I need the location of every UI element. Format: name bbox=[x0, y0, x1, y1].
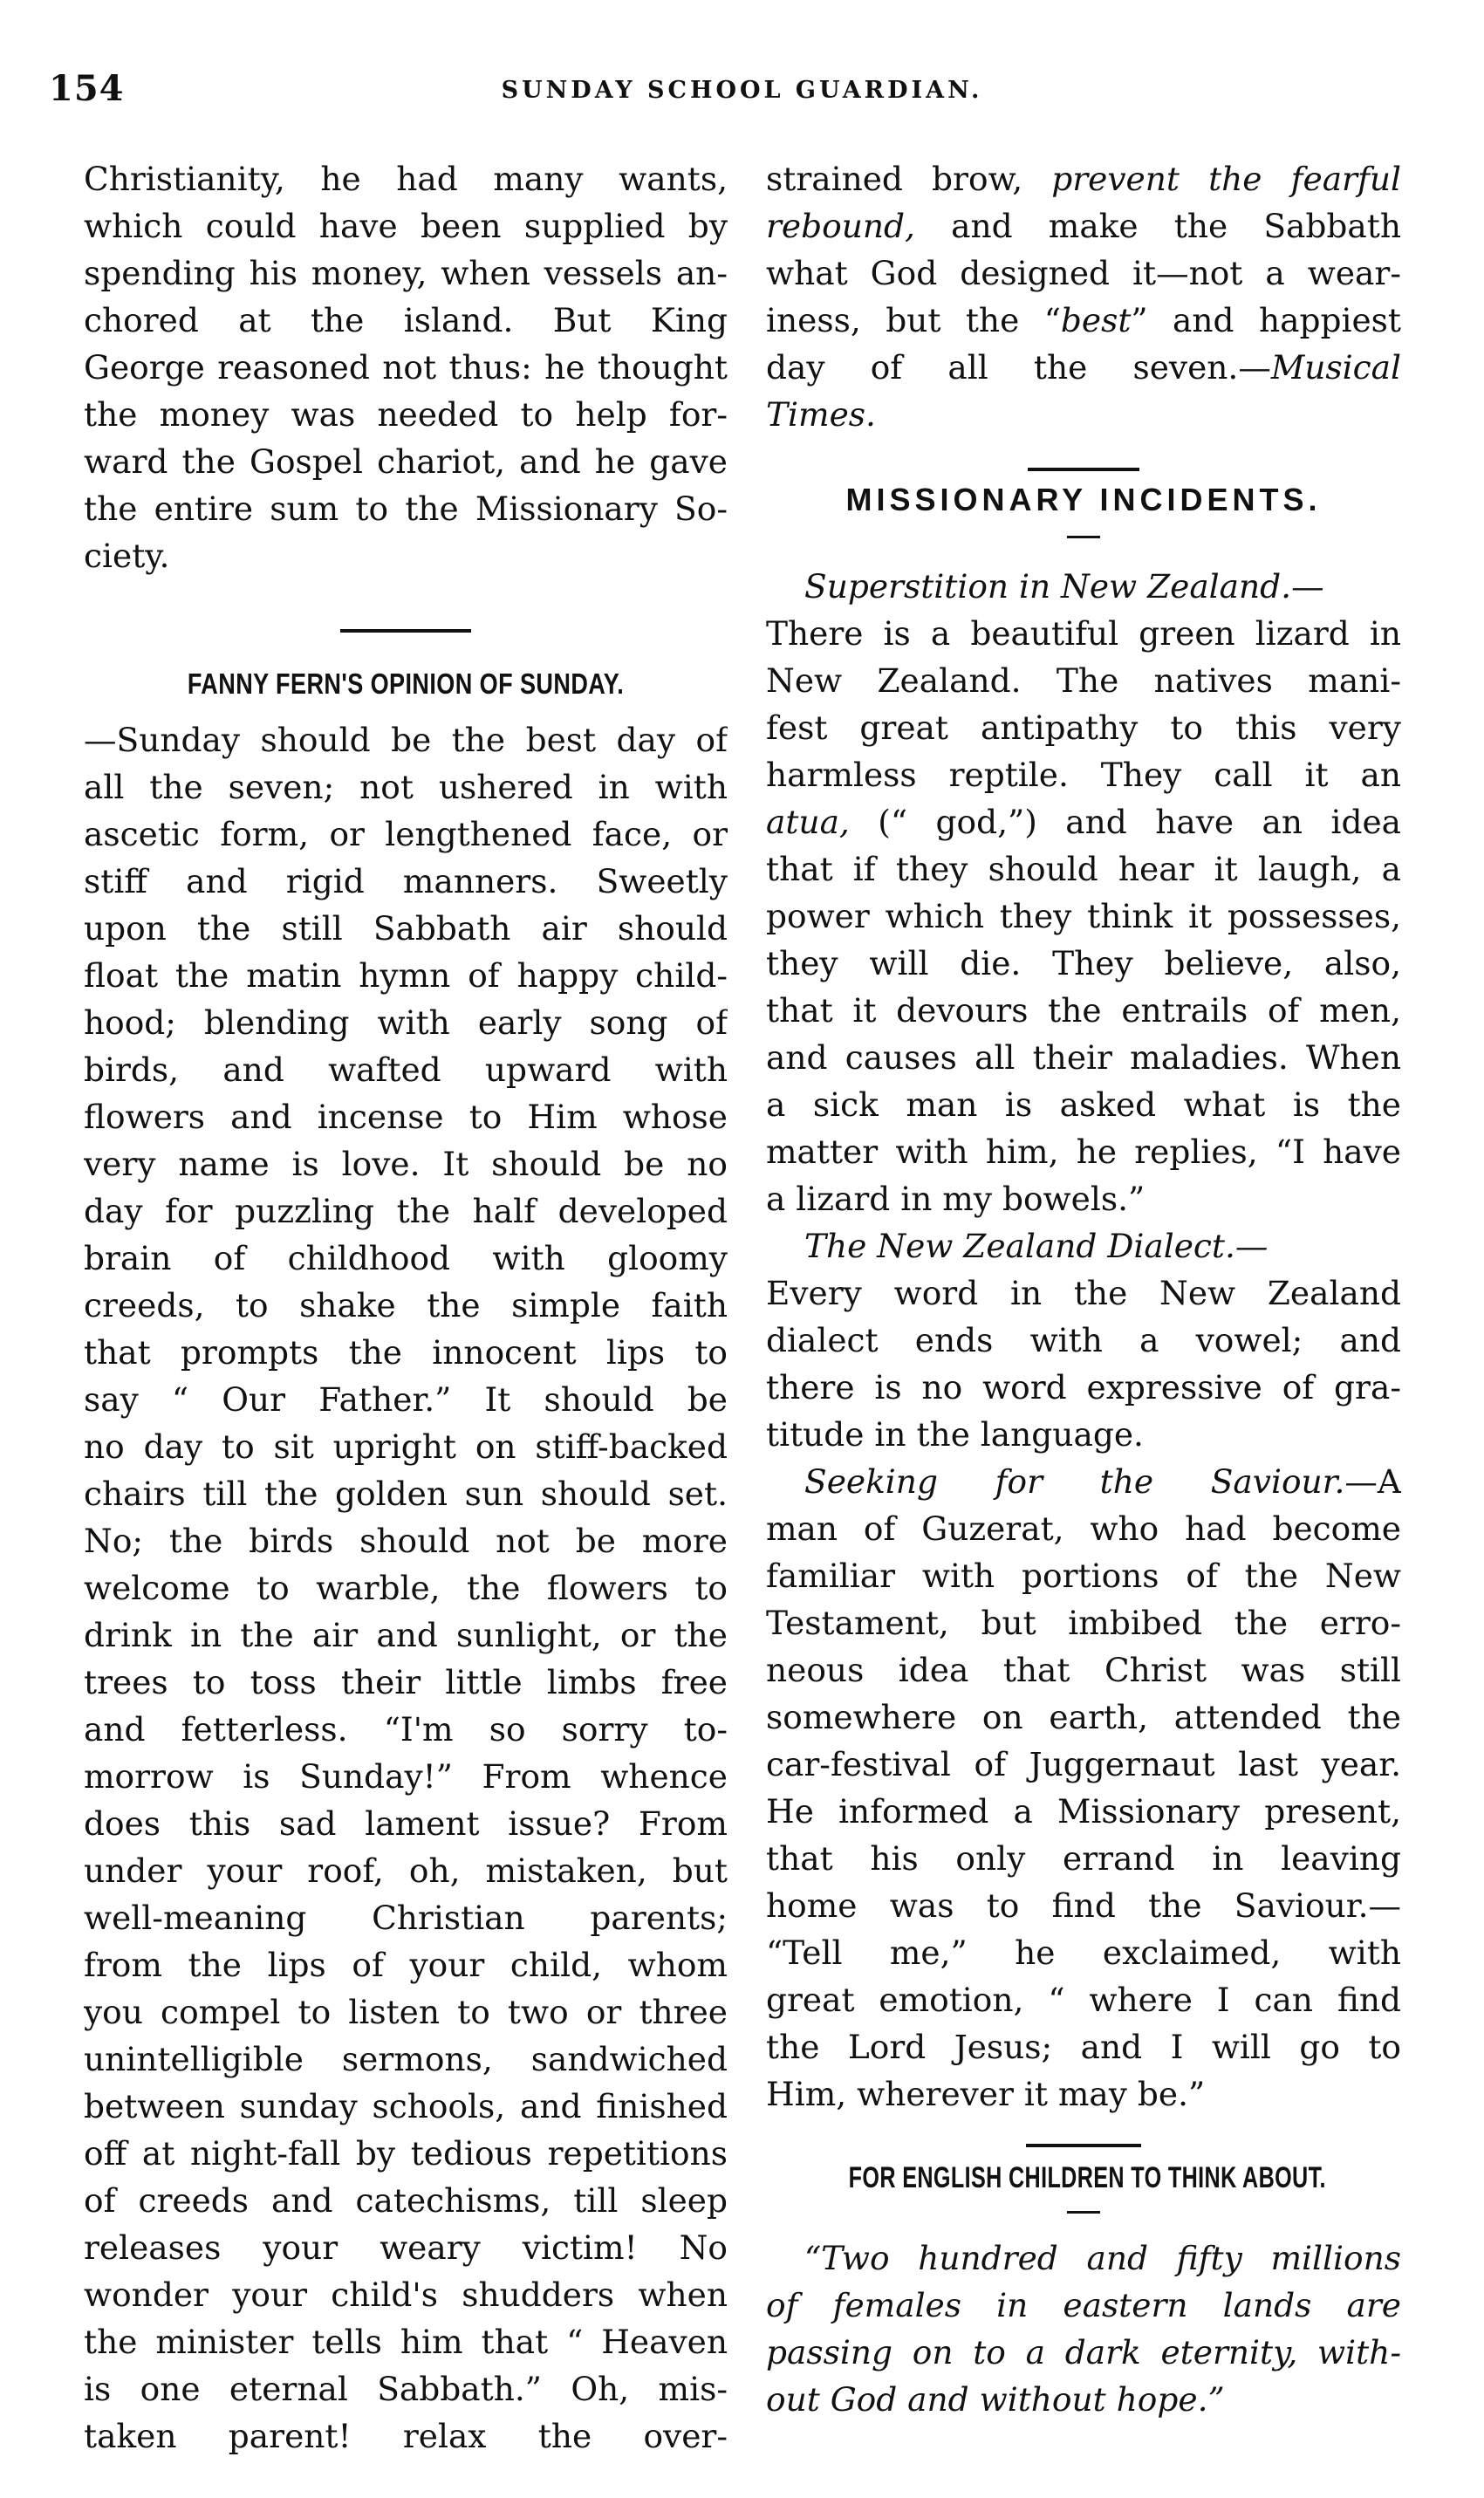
text-line: does this sad lament issue? From bbox=[84, 1804, 728, 1843]
text-line: spending his money, when vessels an- bbox=[84, 254, 728, 292]
text-line: neous idea that Christ was still bbox=[766, 1651, 1401, 1689]
text-line: somewhere on earth, attended the bbox=[766, 1698, 1401, 1736]
text-line: “Tell me,” he exclaimed, with bbox=[766, 1933, 1401, 1972]
text-line: car-festival of Juggernaut last year. bbox=[766, 1745, 1401, 1783]
text-line: and fetterless. “I'm so sorry to- bbox=[84, 1710, 728, 1749]
text-line: ward the Gospel chariot, and he gave bbox=[84, 442, 728, 481]
seeking-saviour-article bbox=[766, 1458, 1401, 2118]
text-line: a sick man is asked what is the bbox=[766, 1085, 1401, 1124]
text-line: New Zealand. The natives mani- bbox=[766, 661, 1401, 700]
text-line: there is no word expressive of gra- bbox=[766, 1368, 1401, 1406]
text-line: releases your weary victim! No bbox=[84, 2228, 728, 2267]
text-line: the Lord Jesus; and I will go to bbox=[766, 2028, 1401, 2066]
text-line: dialect ends with a vowel; and bbox=[766, 1321, 1401, 1359]
text-line bbox=[766, 344, 1401, 391]
text-run: —A bbox=[1344, 1462, 1401, 1501]
text-line: wonder your child's shudders when bbox=[84, 2276, 728, 2314]
text-line: the entire sum to the Missionary So- bbox=[84, 489, 728, 528]
right-column bbox=[766, 155, 1401, 2423]
text-line bbox=[766, 202, 1401, 250]
text-line: Him, wherever it may be.” bbox=[766, 2075, 1206, 2113]
text-line: upon the still Sabbath air should bbox=[84, 909, 728, 948]
text-run: and make the Sabbath bbox=[914, 207, 1401, 245]
text-line: Testament, but imbibed the erro- bbox=[766, 1604, 1401, 1642]
text-line: that his only errand in leaving bbox=[766, 1839, 1401, 1878]
text-line: the minister tells him that “ Heaven bbox=[84, 2323, 728, 2361]
running-title: SUNDAY SCHOOL GUARDIAN. bbox=[501, 77, 983, 104]
text-line: of creeds and catechisms, till sleep bbox=[84, 2181, 728, 2220]
text-line bbox=[766, 2282, 1401, 2329]
text-line bbox=[766, 2376, 1401, 2423]
italic-word: best bbox=[1060, 301, 1132, 339]
text-line: George reasoned not thus: he thought bbox=[84, 348, 728, 387]
text-line: is one eternal Sabbath.” Oh, mis- bbox=[84, 2370, 728, 2408]
text-run: day of all the seven.— bbox=[766, 348, 1271, 387]
text-line: well-meaning Christian parents; bbox=[84, 1899, 728, 1937]
page-number: 154 bbox=[49, 68, 125, 109]
text-run: ” and happiest bbox=[1131, 301, 1401, 339]
italic-phrase: prevent the fearful bbox=[1051, 160, 1401, 198]
text-line: familiar with portions of the New bbox=[766, 1557, 1401, 1595]
text-line: chored at the island. But King bbox=[84, 301, 728, 339]
text-line: trees to toss their little limbs free bbox=[84, 1663, 728, 1701]
text-line: from the lips of your child, whom bbox=[84, 1946, 728, 1984]
text-line: a lizard in my bowels.” bbox=[766, 1180, 1145, 1218]
text-line: and causes all their maladies. When bbox=[766, 1038, 1401, 1077]
text-line: fest great antipathy to this very bbox=[766, 708, 1401, 747]
text-line: —Sunday should be the best day of bbox=[84, 721, 728, 759]
text-line: No; the birds should not be more bbox=[84, 1522, 728, 1560]
text-line: creeds, to shake the simple faith bbox=[84, 1286, 728, 1324]
text-line: morrow is Sunday!” From whence bbox=[84, 1757, 728, 1796]
text-line: home was to find the Saviour.— bbox=[766, 1886, 1401, 1925]
text-line: drink in the air and sunlight, or the bbox=[84, 1616, 728, 1654]
text-line: welcome to warble, the flowers to bbox=[84, 1569, 728, 1607]
text-line bbox=[766, 391, 1401, 438]
text-line bbox=[766, 2329, 1401, 2376]
text-line: power which they think it possesses, bbox=[766, 897, 1401, 935]
text-line: matter with him, he replies, “I have bbox=[766, 1133, 1401, 1171]
italic-phrase: rebound, bbox=[766, 207, 915, 245]
text-line: chairs till the golden sun should set. bbox=[84, 1475, 728, 1513]
superstition-article bbox=[766, 563, 1401, 1222]
quoted-text: out God and without hope.” bbox=[766, 2380, 1225, 2419]
article-subheading: Seeking for the Saviour. bbox=[804, 1462, 1345, 1501]
text-line: He informed a Missionary present, bbox=[766, 1792, 1401, 1831]
text-line: great emotion, “ where I can find bbox=[766, 1981, 1401, 2019]
text-line: all the seven; not ushered in with bbox=[84, 768, 728, 806]
text-line: man of Guzerat, who had become bbox=[766, 1509, 1401, 1548]
text-line: day for puzzling the half developed bbox=[84, 1192, 728, 1230]
quoted-text: passing on to a dark eternity, with- bbox=[766, 2333, 1401, 2371]
text-line: Every word in the New Zealand bbox=[766, 1274, 1401, 1312]
text-line: float the matin hymn of happy child- bbox=[84, 956, 728, 995]
fanny-fern-article bbox=[84, 716, 728, 2460]
text-line: flowers and incense to Him whose bbox=[84, 1098, 728, 1136]
left-column bbox=[84, 155, 728, 2460]
source-citation: Times. bbox=[766, 395, 876, 434]
source-citation: Musical bbox=[1270, 348, 1401, 387]
missionary-incidents-heading: MISSIONARY INCIDENTS. bbox=[845, 482, 1322, 517]
text-line bbox=[766, 297, 1401, 344]
text-line: the money was needed to help for- bbox=[84, 395, 728, 434]
text-line: taken parent! relax the over- bbox=[84, 2417, 728, 2455]
text-line: that prompts the innocent lips to bbox=[84, 1333, 728, 1372]
subheading-line bbox=[766, 1458, 1401, 1505]
english-children-article bbox=[766, 2235, 1401, 2423]
text-line: titude in the language. bbox=[766, 1415, 1144, 1454]
text-line: ciety. bbox=[84, 537, 170, 575]
fanny-fern-heading: FANNY FERN'S OPINION OF SUNDAY. bbox=[187, 667, 625, 700]
text-line: say “ Our Father.” It should be bbox=[84, 1380, 728, 1419]
text-line: you compel to listen to two or three bbox=[84, 1993, 728, 2031]
english-children-heading: FOR ENGLISH CHILDREN TO THINK ABOUT. bbox=[848, 2161, 1326, 2194]
text-line: stiff and rigid manners. Sweetly bbox=[84, 862, 728, 900]
text-line bbox=[766, 155, 1401, 202]
text-run: iness, but the “ bbox=[766, 301, 1061, 339]
article-subheading: Superstition in New Zealand.— bbox=[804, 567, 1324, 606]
text-line: There is a beautiful green lizard in bbox=[766, 614, 1401, 653]
text-line: no day to sit upright on stiff-backed bbox=[84, 1427, 728, 1466]
italic-word: atua, bbox=[766, 803, 850, 841]
text-line: very name is love. It should be no bbox=[84, 1145, 728, 1183]
text-line bbox=[766, 798, 1401, 845]
article-subheading: The New Zealand Dialect.— bbox=[804, 1227, 1269, 1265]
text-run: (“ god,”) and have an idea bbox=[849, 803, 1401, 841]
text-line: harmless reptile. They call it an bbox=[766, 756, 1401, 794]
text-line: between sunday schools, and finished bbox=[84, 2087, 728, 2125]
subheading-line bbox=[766, 1222, 1401, 1270]
text-line: which could have been supplied by bbox=[84, 207, 728, 245]
text-line: unintelligible sermons, sandwiched bbox=[84, 2040, 728, 2078]
fanny-fern-continuation bbox=[766, 155, 1401, 438]
text-line: they will die. They believe, also, bbox=[766, 944, 1401, 982]
text-line: that if they should hear it laugh, a bbox=[766, 850, 1401, 888]
text-line: under your roof, oh, mistaken, but bbox=[84, 1851, 728, 1890]
quoted-text: of females in eastern lands are bbox=[766, 2286, 1401, 2324]
quoted-text: “Two hundred and fifty millions bbox=[804, 2239, 1401, 2277]
text-line: that it devours the entrails of men, bbox=[766, 991, 1401, 1030]
text-line: brain of childhood with gloomy bbox=[84, 1239, 728, 1277]
dialect-article bbox=[766, 1222, 1401, 1458]
text-line bbox=[766, 2235, 1401, 2282]
text-run: strained brow, bbox=[766, 160, 1052, 198]
text-line: ascetic form, or lengthened face, or bbox=[84, 815, 728, 853]
text-line: hood; blending with early song of bbox=[84, 1003, 728, 1042]
text-line: what God designed it—not a wear- bbox=[766, 254, 1401, 292]
text-line: birds, and wafted upward with bbox=[84, 1051, 728, 1089]
subheading-line bbox=[766, 563, 1401, 610]
text-line: off at night-fall by tedious repetitions bbox=[84, 2134, 728, 2173]
text-line: Christianity, he had many wants, bbox=[84, 160, 728, 198]
